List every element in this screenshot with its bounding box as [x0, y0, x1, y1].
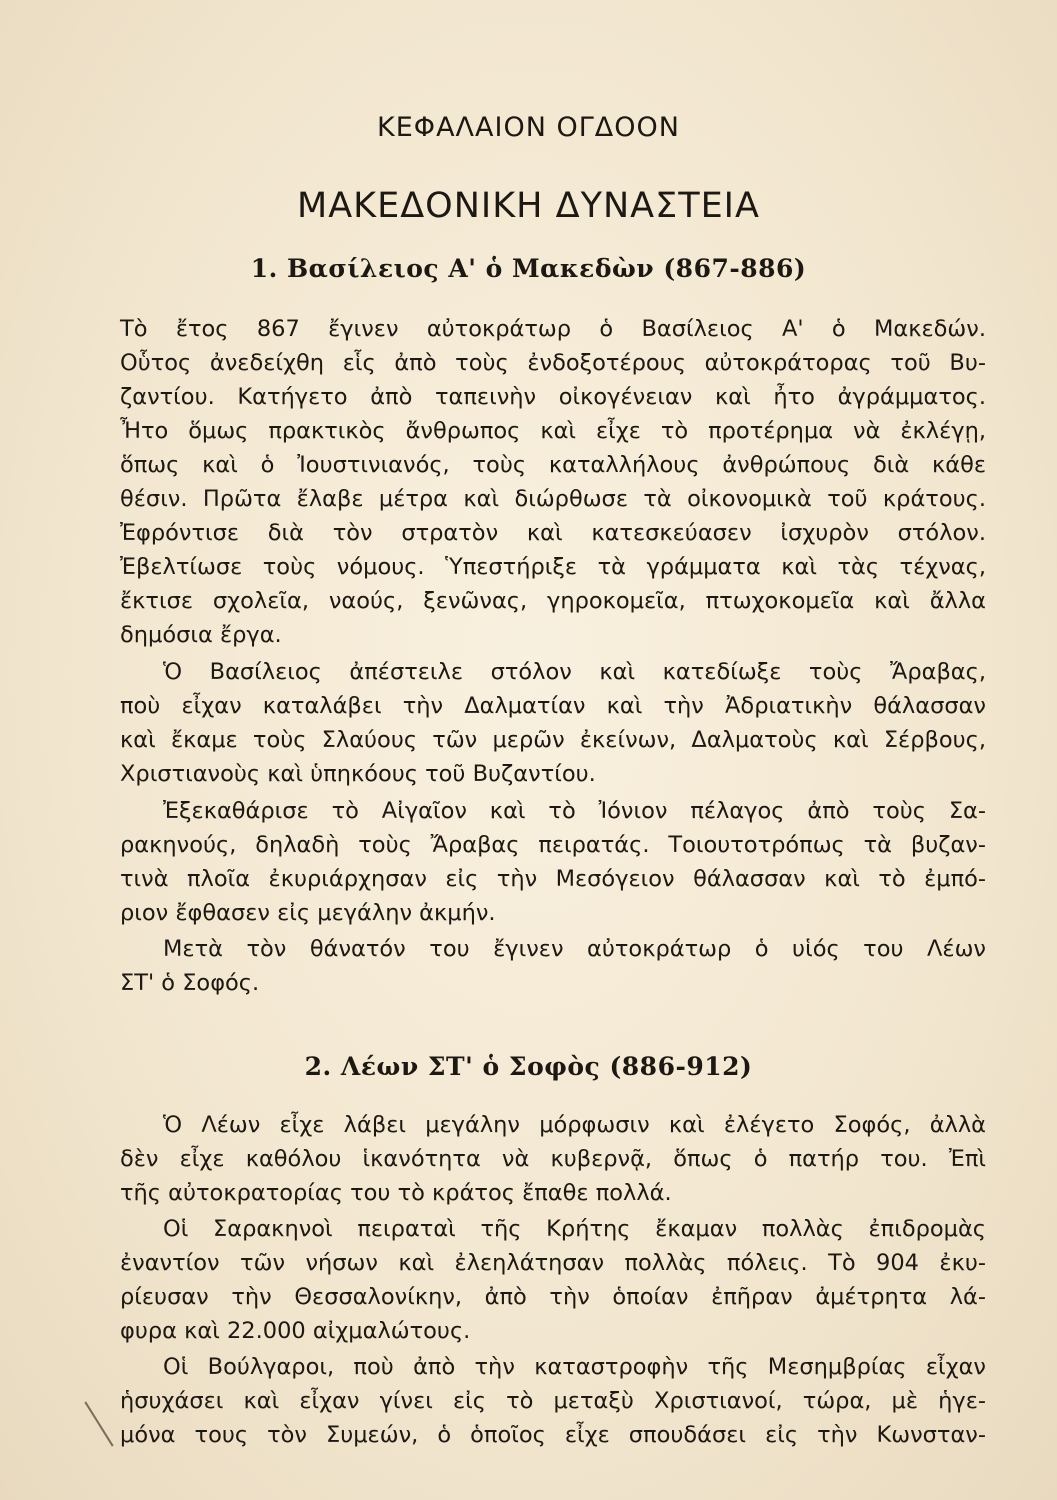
text-line: θέσιν. Πρῶτα ἔλαβε μέτρα καὶ διώρθωσε τὰ οἰκονομικὰ τοῦ κράτους.: [120, 486, 986, 512]
text-line: ἡσυχάσει καὶ εἶχαν γίνει εἰς τὸ μεταξὺ Χριστιανοί, τώρα, μὲ ἡγε-: [120, 1388, 986, 1414]
text-line: Ἦτο ὅμως πρακτικὸς ἄνθρωπος καὶ εἶχε τὸ προτέρημα νὰ ἐκλέγῃ,: [120, 418, 986, 444]
text-line: φυρα καὶ 22.000 αἰχμαλώτους.: [120, 1318, 471, 1344]
text-line: Τὸ ἔτος 867 ἔγινεν αὐτοκράτωρ ὁ Βασίλειος Α' ὁ Μακεδών.: [120, 316, 986, 342]
text-line: ἔκτισε σχολεῖα, ναούς, ξενῶνας, γηροκομεῖα, πτωχοκομεῖα καὶ ἄλλα: [120, 588, 986, 614]
text-line: ρίευσαν τὴν Θεσσαλονίκην, ἀπὸ τὴν ὁποίαν ἐπῆραν ἀμέτρητα λά-: [120, 1284, 986, 1310]
text-line: τῆς αὐτοκρατορίας του τὸ κράτος ἔπαθε πολλά.: [120, 1180, 672, 1206]
text-line: καὶ ἔκαμε τοὺς Σλαύους τῶν μερῶν ἐκείνων, Δαλματοὺς καὶ Σέρβους,: [120, 727, 986, 753]
text-line: Ὁ Λέων εἶχε λάβει μεγάλην μόρφωσιν καὶ ἐλέγετο Σοφός, ἀλλὰ: [163, 1112, 986, 1138]
text-line: Οἱ Βούλγαροι, ποὺ ἀπὸ τὴν καταστροφὴν τῆς Μεσημβρίας εἶχαν: [163, 1354, 986, 1380]
text-line: ριον ἔφθασεν εἰς μεγάλην ἀκμήν.: [120, 900, 496, 926]
text-line: Χριστιανοὺς καὶ ὑπηκόους τοῦ Βυζαντίου.: [120, 761, 596, 787]
text-line: Ἐξεκαθάρισε τὸ Αἰγαῖον καὶ τὸ Ἰόνιον πέλαγος ἀπὸ τοὺς Σα-: [163, 798, 986, 824]
page-title: ΜΑΚΕΔΟΝΙΚΗ ΔΥΝΑΣΤΕΙΑ: [297, 186, 760, 226]
section-2-heading: 2. Λέων ΣΤ' ὁ Σοφὸς (886-912): [304, 1052, 753, 1081]
text-line: Ἐφρόντισε διὰ τὸν στρατὸν καὶ κατεσκεύασεν ἰσχυρὸν στόλον.: [120, 520, 986, 546]
text-line: Οἱ Σαρακηνοὶ πειραταὶ τῆς Κρήτης ἔκαμαν πολλὰς ἐπιδρομὰς: [163, 1216, 986, 1242]
text-line: δὲν εἶχε καθόλου ἱκανότητα νὰ κυβερνᾷ, ὅπως ὁ πατήρ του. Ἐπὶ: [120, 1146, 986, 1172]
text-line: ποὺ εἶχαν καταλάβει τὴν Δαλματίαν καὶ τὴν Ἀδριατικὴν θάλασσαν: [120, 693, 986, 719]
chapter-heading: ΚΕΦΑΛΑΙΟΝ ΟΓΔΟΟΝ: [377, 112, 680, 143]
text-line: ζαντίου. Κατήγετο ἀπὸ ταπεινὴν οἰκογένειαν καὶ ἦτο ἀγράμματος.: [120, 384, 986, 410]
text-line: ἐναντίον τῶν νήσων καὶ ἐλεηλάτησαν πολλὰς πόλεις. Τὸ 904 ἐκυ-: [120, 1250, 986, 1276]
text-line: ΣΤ' ὁ Σοφός.: [120, 970, 260, 996]
text-line: δημόσια ἔργα.: [120, 622, 282, 648]
text-line: μόνα τους τὸν Συμεών, ὁ ὁποῖος εἶχε σπουδάσει εἰς τὴν Κωνσταν-: [120, 1422, 986, 1448]
text-line: Οὗτος ἀνεδείχθη εἷς ἀπὸ τοὺς ἐνδοξοτέρους αὐτοκράτορας τοῦ Βυ-: [120, 350, 986, 376]
margin-stroke-mark: [84, 1401, 113, 1446]
text-line: ρακηνούς, δηλαδὴ τοὺς Ἄραβας πειρατάς. Τοιουτοτρόπως τὰ βυζαν-: [120, 832, 986, 858]
text-line: Μετὰ τὸν θάνατόν του ἔγινεν αὐτοκράτωρ ὁ υἱός του Λέων: [163, 936, 986, 962]
text-line: Ἐβελτίωσε τοὺς νόμους. Ὑπεστήριξε τὰ γράμματα καὶ τὰς τέχνας,: [120, 554, 986, 580]
text-line: τινὰ πλοῖα ἐκυριάρχησαν εἰς τὴν Μεσόγειον θάλασσαν καὶ τὸ ἐμπό-: [120, 866, 986, 892]
text-line: Ὁ Βασίλειος ἀπέστειλε στόλον καὶ κατεδίωξε τοὺς Ἄραβας,: [163, 659, 986, 685]
text-line: ὅπως καὶ ὁ Ἰουστινιανός, τοὺς καταλλήλους ἀνθρώπους διὰ κάθε: [120, 452, 986, 478]
section-1-heading: 1. Βασίλειος Α' ὁ Μακεδὼν (867-886): [250, 254, 807, 283]
